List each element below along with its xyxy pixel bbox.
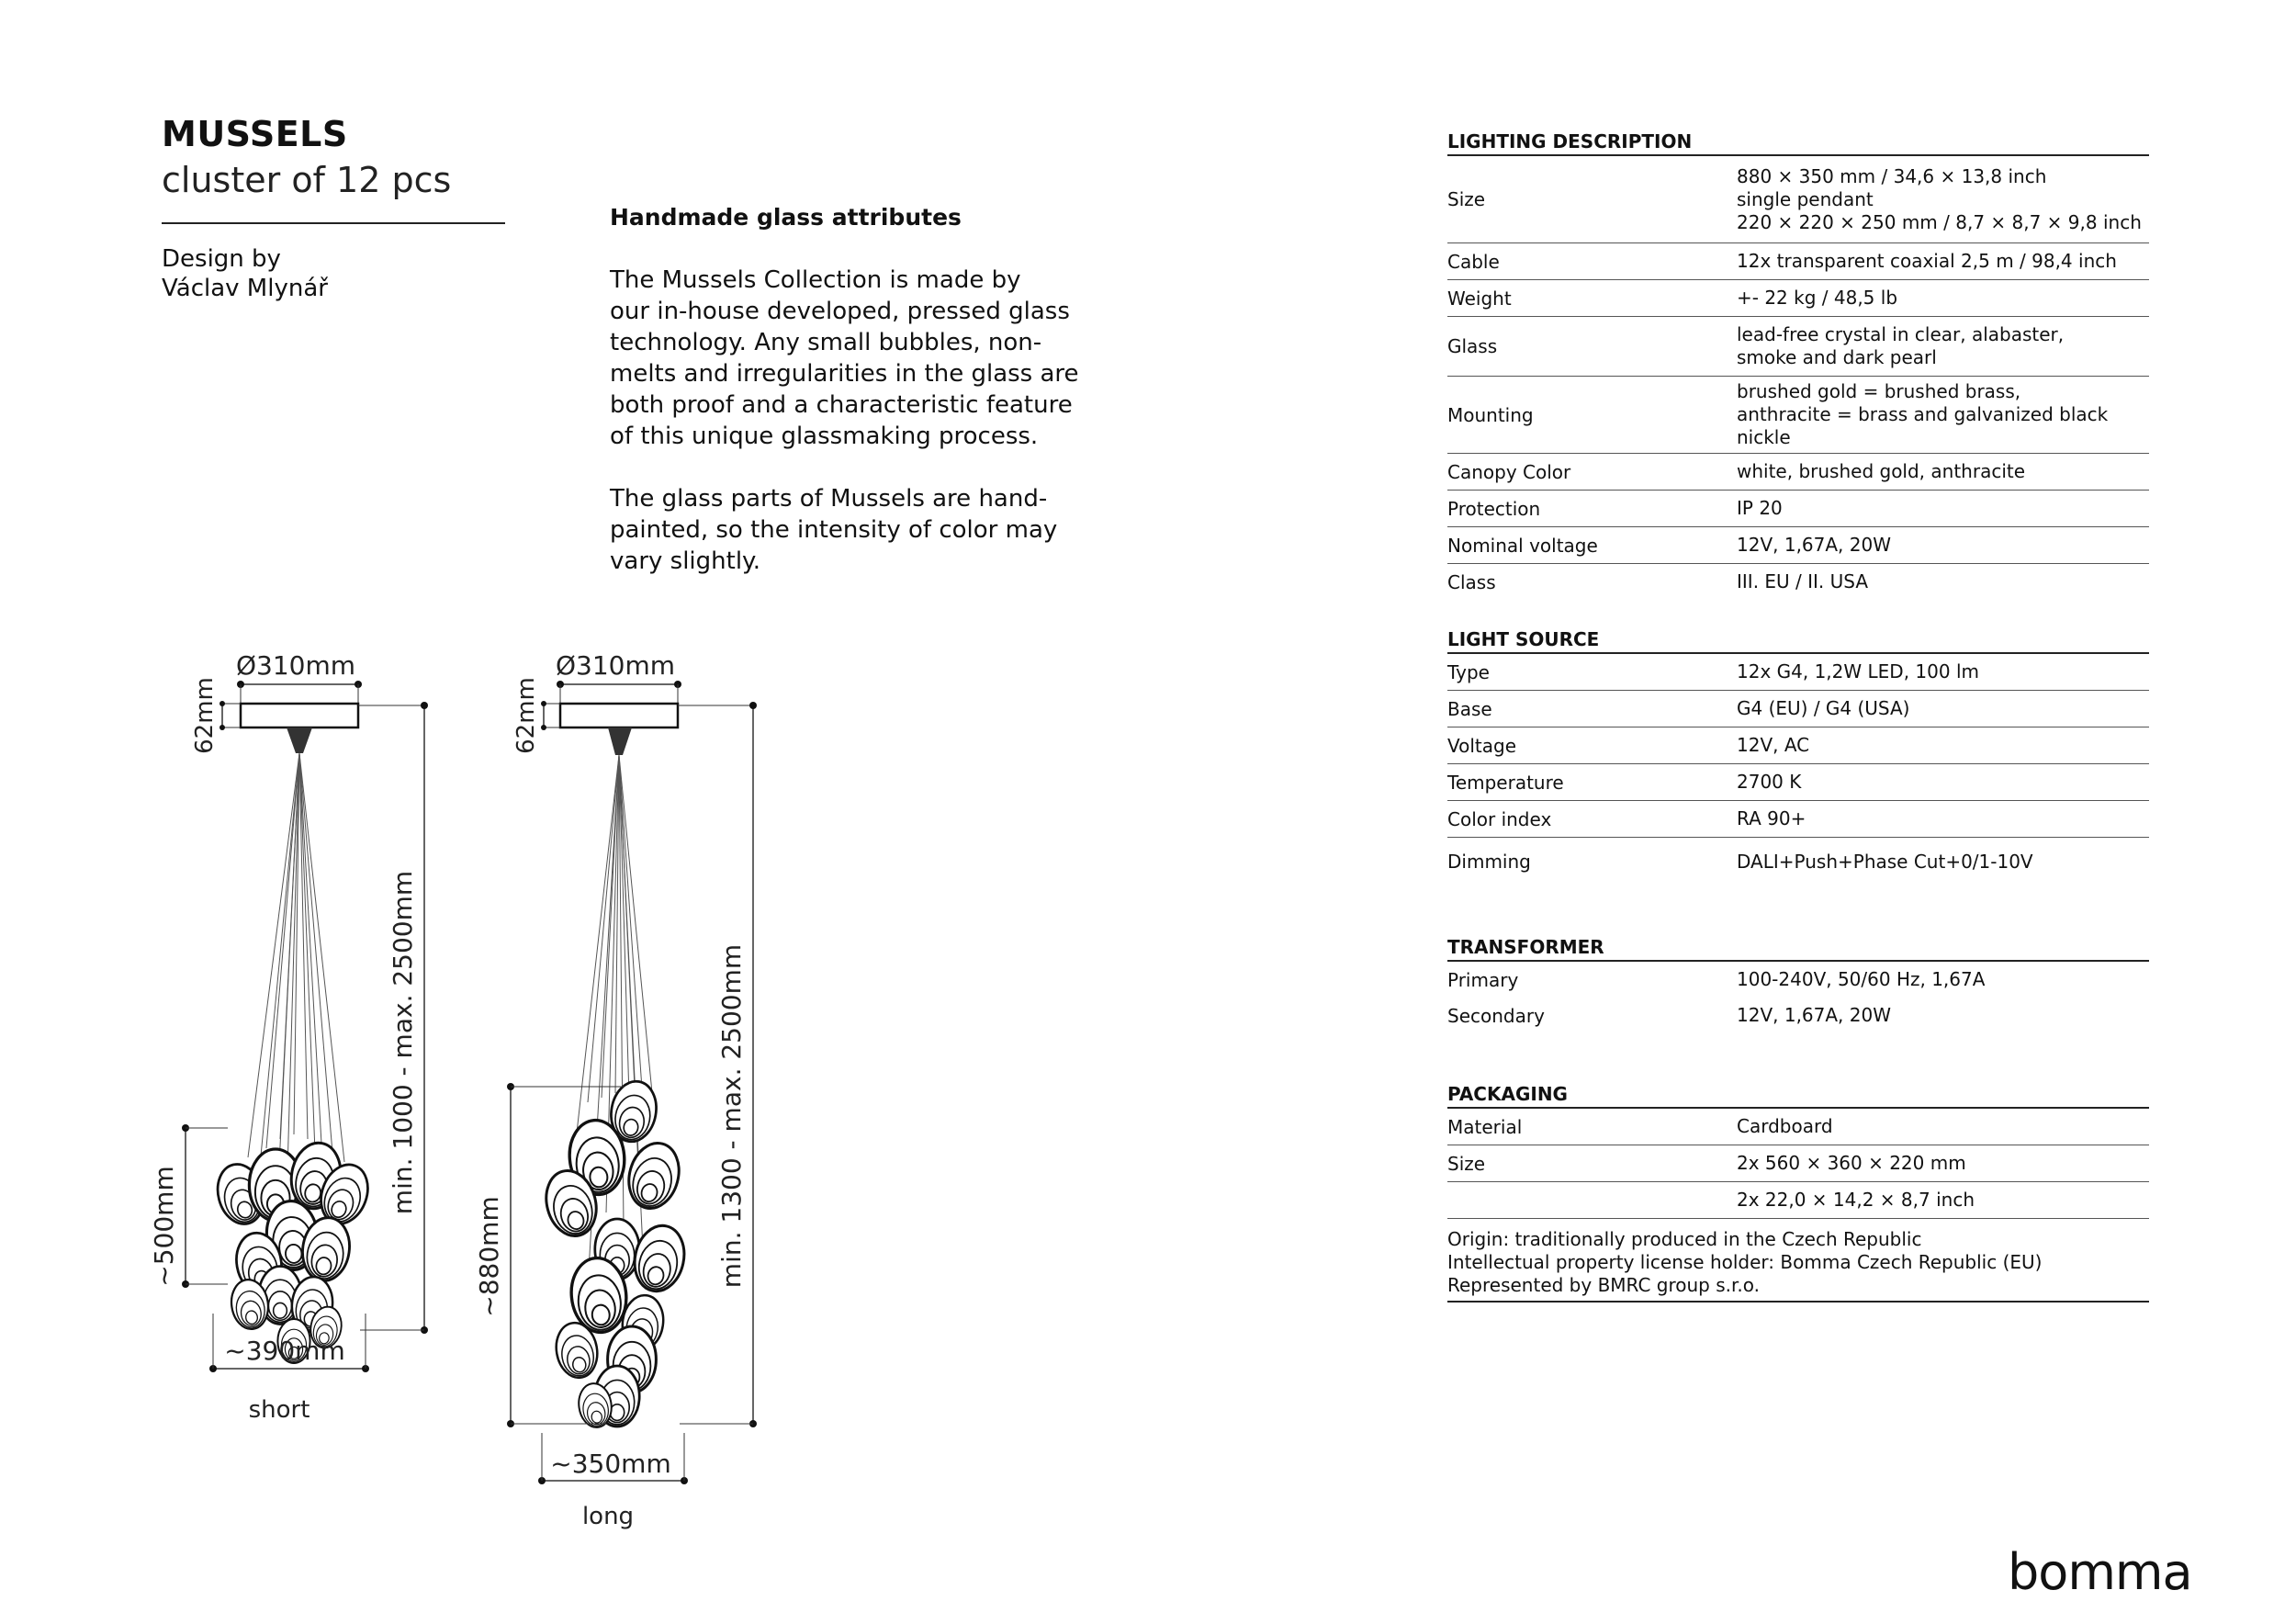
row-value: 2x 560 × 360 × 220 mm [1737, 1152, 1966, 1174]
product-title: MUSSELS [162, 114, 348, 154]
short-diameter-label: Ø310mm [235, 650, 356, 681]
light-source-table [1447, 626, 2149, 885]
attributes-paragraph-1: The Mussels Collection is made by our in-house developed, pressed glass technology. Any small bubbles, non- melts and irregularities in the glass are both proof and a characteristic feature of this unique glassmaking process. [610, 266, 1079, 450]
long-length-label: min. 1300 - max. 2500mm [716, 943, 747, 1289]
table-row [1447, 691, 2149, 727]
design-by-label: Design by [162, 245, 281, 273]
product-subtitle: cluster of 12 pcs [162, 160, 452, 200]
row-value: DALI+Push+Phase Cut+0/1-10V [1737, 850, 2033, 873]
attributes-heading: Handmade glass attributes [610, 204, 962, 231]
designer-name: Václav Mlynář [162, 275, 328, 302]
row-value: 2700 K [1737, 771, 1802, 793]
table-row [1447, 280, 2149, 317]
packaging-table [1447, 1081, 2149, 1303]
row-label [1447, 1197, 1737, 1204]
table-row [1447, 564, 2149, 600]
row-label: Type [1447, 660, 1490, 683]
table-row [1447, 1109, 2149, 1145]
row-label: Mounting [1447, 403, 1534, 426]
table-row [1447, 1182, 2149, 1219]
short-canopy-label: 62mm [191, 677, 219, 754]
row-label: Dimming [1447, 851, 1531, 873]
row-value: Cardboard [1737, 1115, 1833, 1137]
long-canopy-label: 62mm [512, 677, 540, 754]
row-value: +- 22 kg / 48,5 lb [1737, 287, 1898, 309]
table-row [1447, 801, 2149, 838]
drawing-short [149, 650, 428, 1424]
row-value: III. EU / II. USA [1737, 570, 1869, 592]
row-label: Voltage [1447, 734, 1517, 757]
table-row [1447, 838, 2149, 885]
origin-note: Origin: traditionally produced in the Czech Republic Intellectual property license holder: Bomma Czech Republic (EU) Represented by BMRC group s.r.o. [1447, 1219, 2149, 1303]
row-value: white, brushed gold, anthracite [1737, 460, 2026, 482]
row-value: 12x G4, 1,2W LED, 100 lm [1737, 660, 1979, 682]
table-row [1447, 527, 2149, 564]
row-value: RA 90+ [1737, 807, 1806, 829]
row-value: G4 (EU) / G4 (USA) [1737, 697, 1910, 719]
row-label: Weight [1447, 287, 1512, 310]
long-diameter-label: Ø310mm [555, 650, 676, 681]
table-row [1447, 764, 2149, 801]
row-value: 12V, 1,67A, 20W [1737, 1004, 1891, 1026]
short-cluster-width-label: ~390mm [224, 1336, 345, 1366]
row-label: Primary [1447, 968, 1519, 991]
attributes-paragraph-2: The glass parts of Mussels are hand- painted, so the intensity of color may vary slightly. [610, 485, 1058, 575]
table-row [1447, 654, 2149, 691]
row-label: Size [1447, 1152, 1486, 1175]
row-label: Material [1447, 1115, 1523, 1138]
transformer-title: TRANSFORMER [1447, 934, 2149, 962]
table-row [1447, 156, 2149, 243]
transformer-table [1447, 934, 2149, 1033]
row-label: Temperature [1447, 771, 1564, 794]
row-label: Secondary [1447, 1004, 1545, 1027]
row-value: brushed gold = brushed brass, anthracite = brass and galvanized black nickle [1737, 380, 2109, 448]
light-source-title: LIGHT SOURCE [1447, 626, 2149, 654]
short-cluster-height-label: ~500mm [149, 1166, 179, 1287]
row-label: Size [1447, 188, 1486, 210]
row-label: Cable [1447, 250, 1500, 273]
long-cluster-height-label: ~880mm [474, 1196, 504, 1317]
row-value: 12V, AC [1737, 734, 1810, 756]
row-value: 12V, 1,67A, 20W [1737, 534, 1891, 556]
table-row [1447, 243, 2149, 280]
table-row [1447, 998, 2149, 1033]
long-cluster-width-label: ~350mm [550, 1449, 671, 1479]
table-row [1447, 491, 2149, 527]
row-value: lead-free crystal in clear, alabaster, smoke and dark pearl [1737, 323, 2065, 368]
row-value: 100-240V, 50/60 Hz, 1,67A [1737, 968, 1986, 990]
table-row [1447, 317, 2149, 377]
table-row [1447, 377, 2149, 454]
row-label: Canopy Color [1447, 460, 1571, 483]
row-label: Nominal voltage [1447, 534, 1598, 557]
bomma-logo: bomma [2008, 1543, 2192, 1601]
row-value: 12x transparent coaxial 2,5 m / 98,4 inch [1737, 250, 2117, 272]
row-label: Base [1447, 697, 1492, 720]
row-label: Class [1447, 570, 1496, 593]
short-length-label: min. 1000 - max. 2500mm [388, 870, 418, 1215]
row-value: 880 × 350 mm / 34,6 × 13,8 inch single pendant 220 × 220 × 250 mm / 8,7 × 8,7 × 9,8 inch [1737, 164, 2142, 233]
row-value: IP 20 [1737, 497, 1783, 519]
table-row [1447, 727, 2149, 764]
short-caption: short [248, 1396, 310, 1424]
drawing-long [474, 650, 757, 1530]
row-value: 2x 22,0 × 14,2 × 8,7 inch [1737, 1189, 1975, 1211]
row-label: Color index [1447, 807, 1552, 830]
lighting-description-title: LIGHTING DESCRIPTION [1447, 129, 2149, 156]
table-row [1447, 1145, 2149, 1182]
table-row [1447, 962, 2149, 998]
row-label: Protection [1447, 497, 1541, 520]
packaging-title: PACKAGING [1447, 1081, 2149, 1109]
lighting-description-table [1447, 129, 2149, 600]
long-caption: long [581, 1503, 635, 1530]
row-label: Glass [1447, 335, 1498, 357]
technical-drawings [0, 0, 827, 1624]
table-row [1447, 454, 2149, 491]
